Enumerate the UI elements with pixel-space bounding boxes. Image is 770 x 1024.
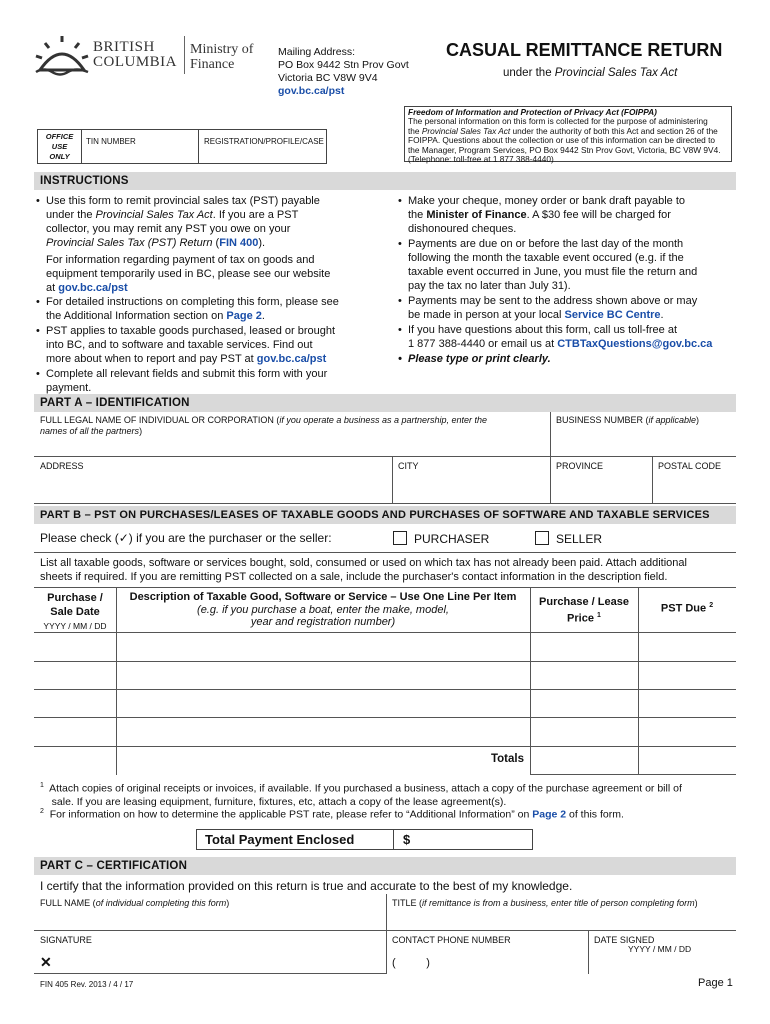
page-number: Page 1	[698, 977, 733, 989]
page2-link[interactable]: Page 2	[226, 310, 262, 322]
title-field[interactable]: TITLE (if remittance is from a business, enter title of person completing form)	[392, 898, 698, 908]
logo-line1: BRITISH	[93, 39, 155, 55]
items-table	[34, 587, 736, 775]
instruction-item: • Please type or print clearly.	[396, 352, 736, 366]
instructions-heading: INSTRUCTIONS	[34, 172, 736, 190]
col-price-header: Purchase / Lease Price $^1$	[539, 596, 629, 625]
checkmark-icon: ✓	[118, 531, 129, 545]
form-id: FIN 405 Rev. 2013 / 4 / 17	[40, 980, 134, 989]
foippa-line1: The personal information on this form is collected for the purpose of administering	[408, 116, 708, 127]
col-description-header: Description of Taxable Good, Software or Service – Use One Line Per Item (e.g. if you purchase a boat, enter the make, model, year and registration number)	[129, 591, 517, 628]
foippa-line5: (Telephone: toll-free at 1 877 388-4440)	[408, 154, 554, 165]
mailing-url-link[interactable]: gov.bc.ca/pst	[278, 85, 345, 97]
footnote-1: $^1$ Attach copies of original receipts or invoices, if available. If you purchased a business, attach a copy of the purchase agreement or bill of sale. If you are leasing equipment, furniture, fixtures, etc, attach a copy of the lease agreement(s).	[40, 782, 682, 808]
bc-logo	[34, 34, 90, 76]
purchaser-label: PURCHASER	[414, 532, 490, 546]
mailing-address	[278, 46, 409, 98]
mailing-line1: PO Box 9442 Stn Prov Govt	[278, 59, 409, 71]
subtitle-act: Provincial Sales Tax Act	[554, 67, 678, 79]
bc-wordmark	[93, 40, 177, 70]
purchaser-checkbox[interactable]	[393, 531, 407, 545]
instruction-item: • If you have questions about this form, call us toll-free at 1 877 388-4440 or email us at CTBTaxQuestions@gov.bc.ca	[396, 323, 736, 351]
email-link[interactable]: CTBTaxQuestions@gov.bc.ca	[557, 338, 713, 350]
date-signed-field[interactable]: YYYY / MM / DD	[628, 944, 692, 954]
foippa-line3: FOIPPA. Questions about the collection or use of this information can be directed to	[408, 135, 715, 146]
total-payment-field[interactable]: $	[403, 832, 411, 847]
phone-field[interactable]: ( )	[392, 957, 430, 969]
instruction-item: • PST applies to taxable goods purchased, leased or brought into BC, and to software and taxable services. Find out more about when to report and pay PST at gov.bc.ca/pst	[34, 324, 374, 366]
totals-label: Totals	[490, 753, 524, 765]
ministry-line1: Ministry of	[190, 42, 254, 57]
service-bc-link[interactable]: Service BC Centre	[564, 309, 661, 321]
part-c-grid	[34, 894, 736, 974]
foippa-box	[404, 106, 732, 165]
total-payment-label: Total Payment Enclosed	[205, 832, 355, 847]
part-a-heading: PART A – IDENTIFICATION	[34, 394, 736, 412]
city-field[interactable]: CITY	[398, 461, 419, 471]
address-field[interactable]: ADDRESS	[40, 461, 84, 471]
foippa-line2: the Provincial Sales Tax Act under the authority of both this Act and section 26 of the	[408, 125, 718, 136]
purchaser-seller-row: Please check (✓) if you are the purchaser or the seller:	[40, 531, 332, 545]
ministry-name	[190, 42, 253, 72]
sun-logo-icon	[34, 34, 90, 76]
subtitle-prefix: under the	[503, 67, 555, 79]
legal-name-field[interactable]: FULL LEGAL NAME OF INDIVIDUAL OR CORPORATION (if you operate a business as a partnership, enter the names of all the partners)	[40, 415, 488, 436]
form-title: CASUAL REMITTANCE RETURN	[446, 40, 723, 60]
certification-text: I certify that the information provided on this return is true and accurate to the best of my knowledge.	[40, 879, 573, 893]
instruction-item: • Make your cheque, money order or bank draft payable to the Minister of Finance. A $30 fee will be charged for dishonoured cheques.	[396, 194, 736, 236]
business-number-field[interactable]: BUSINESS NUMBER (if applicable)	[556, 415, 700, 425]
phone-label: CONTACT PHONE NUMBER	[392, 935, 511, 945]
logo-line2: COLUMBIA	[93, 54, 178, 70]
seller-checkbox[interactable]	[535, 531, 549, 545]
foippa-title: Freedom of Information and Protection of Privacy Act (FOIPPA)	[408, 107, 657, 117]
table-row[interactable]	[34, 633, 736, 745]
instruction-item: • Payments are due on or before the last day of the month following the month the taxable event occured (e.g. if the taxable event occurred in June, you must file the return and pay the tax no later than July 31).	[396, 237, 736, 293]
office-label-2: USE	[51, 142, 68, 151]
page2-link[interactable]: Page 2	[532, 808, 567, 821]
seller-label: SELLER	[556, 532, 603, 546]
pst-link[interactable]: gov.bc.ca/pst	[58, 282, 128, 294]
col-date-header: Purchase / Sale Date YYYY / MM / DD	[43, 592, 107, 631]
part-b-heading: PART B – PST ON PURCHASES/LEASES OF TAXABLE GOODS AND PURCHASES OF SOFTWARE AND TAXABLE SERVICES	[34, 506, 736, 524]
col-pst-header: PST Due $^2$	[660, 602, 714, 615]
instruction-item: • For detailed instructions on completing this form, please see the Additional Information section on Page 2.	[34, 295, 374, 323]
province-field[interactable]: PROVINCE	[556, 461, 604, 471]
mailing-label: Mailing Address:	[278, 46, 356, 58]
footnote-2: $^2$ For information on how to determine the applicable PST rate, please refer to “Additional Information” on Page 2 of this form.	[40, 808, 624, 821]
ministry-line2: Finance	[190, 57, 235, 72]
foippa-line4: the Manager, Program Services, PO Box 9442 Stn Prov Govt, Victoria, BC V8W 9V4.	[408, 144, 721, 155]
instruction-paragraph: For information regarding payment of tax on goods and equipment temporarily used in BC, please see our website at gov.bc.ca/pst	[46, 254, 331, 294]
part-c-heading: PART C – CERTIFICATION	[34, 857, 736, 875]
mailing-line2: Victoria BC V8W 9V4	[278, 72, 378, 84]
part-a-grid	[34, 412, 736, 504]
pst-link[interactable]: gov.bc.ca/pst	[256, 353, 327, 365]
instructions-left	[34, 194, 374, 396]
form-subtitle	[503, 67, 677, 79]
registration-field: REGISTRATION/PROFILE/CASE	[204, 137, 324, 146]
tin-number-field: TIN NUMBER	[86, 137, 136, 146]
postal-code-field[interactable]: POSTAL CODE	[658, 461, 722, 471]
office-use-box	[37, 129, 327, 164]
signature-x-icon[interactable]: ✕	[40, 954, 52, 970]
signature-label: SIGNATURE	[40, 935, 92, 945]
instruction-item: • Use this form to remit provincial sales tax (PST) payable under the Provincial Sales Tax Act. If you are a PST collector, you may remit any PST you owe on your Provincial Sales Tax (PST) Return (FIN 400).	[34, 194, 374, 250]
list-instructions: List all taxable goods, software or services bought, sold, consumed or used on which tax has not already been paid. Attach additional sheets if required. If you are remitting PST collected on a sale, include the purchaser's contact information in the description field.	[40, 557, 687, 583]
instruction-item: • Payments may be sent to the address shown above or may be made in person at your local Service BC Centre.	[396, 294, 736, 322]
instructions-right	[396, 194, 736, 367]
office-label-1: OFFICE	[45, 132, 74, 141]
instruction-item: • Complete all relevant fields and submit this form with your payment.	[34, 367, 374, 395]
full-name-field[interactable]: FULL NAME (of individual completing this form)	[40, 898, 230, 908]
fin400-link[interactable]: FIN 400	[219, 237, 259, 249]
office-label-3: ONLY	[49, 152, 70, 161]
total-payment-box	[196, 829, 533, 850]
date-signed-label: DATE SIGNED	[594, 935, 655, 945]
